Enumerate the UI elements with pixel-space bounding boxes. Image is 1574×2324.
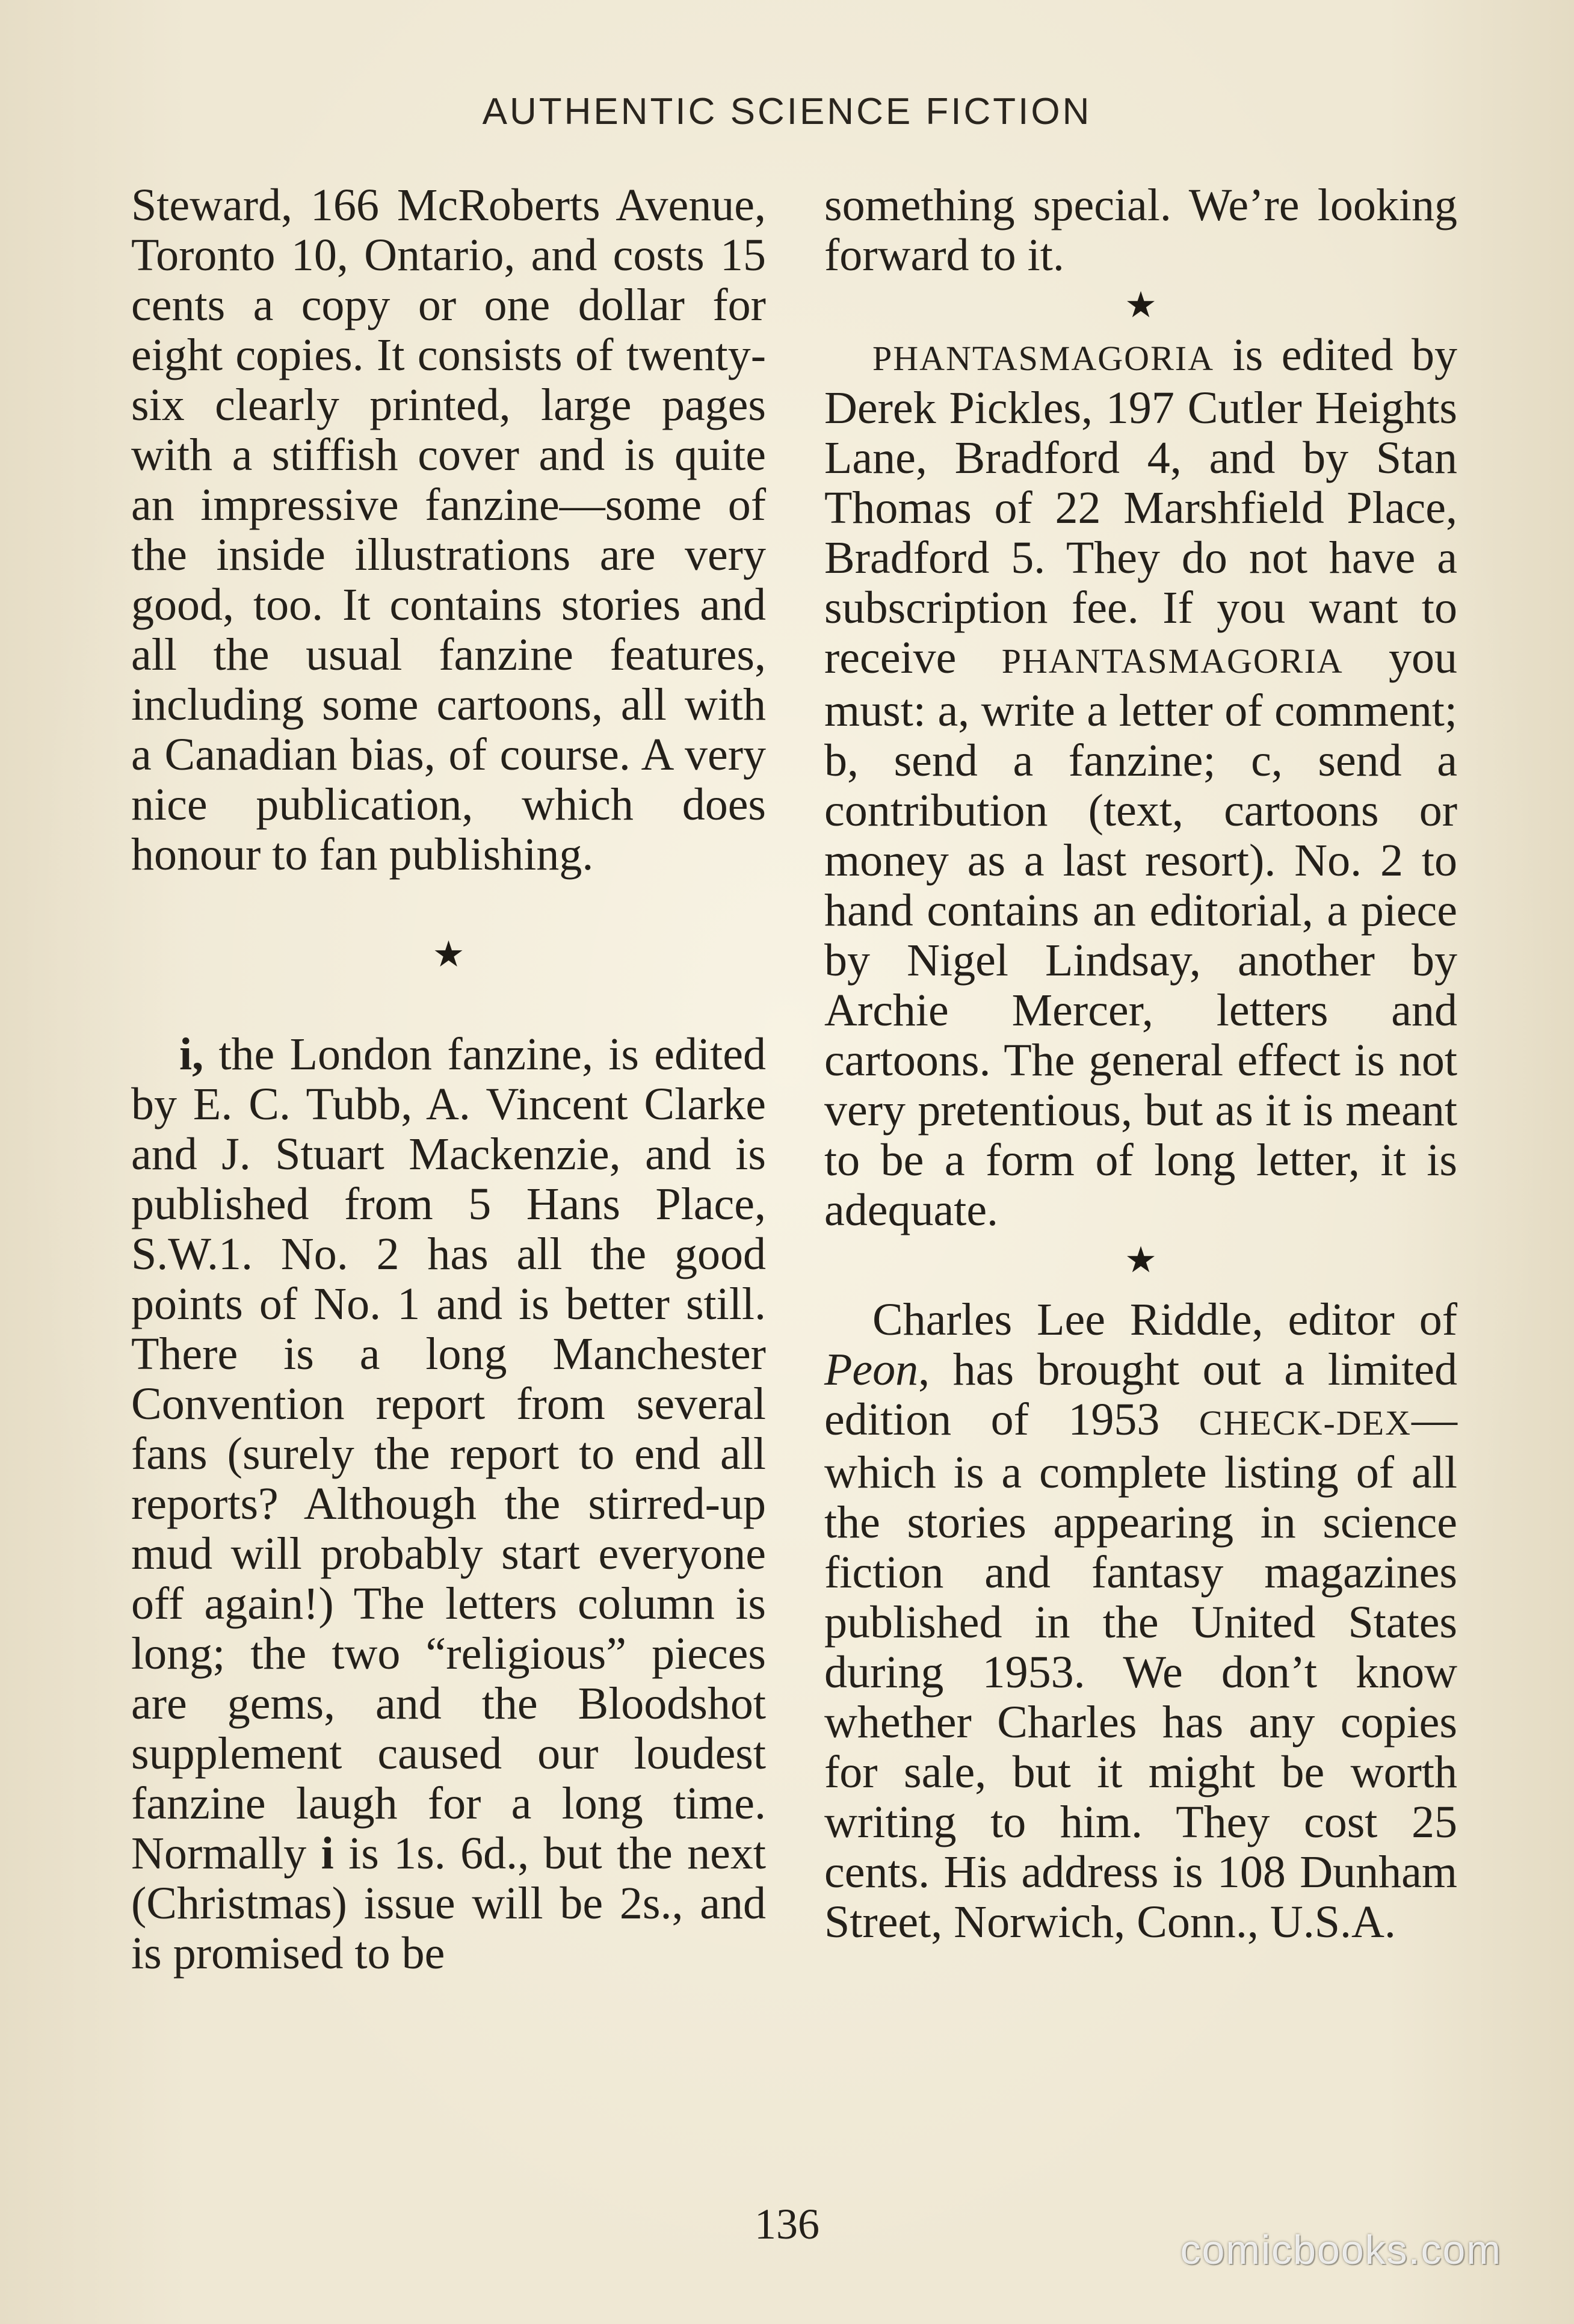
fanzine-title-i: i, — [179, 1029, 204, 1080]
paragraph-text: is edited by Derek Pickles, 197 Cutler Heights Lane, Bradford 4, and by Stan Thomas of 22 Marshfield Place, Bradford 5. They do not have a subscription fee. If you want to receive — [824, 330, 1457, 683]
right-column — [824, 181, 1457, 1947]
running-head: AUTHENTIC SCIENCE FICTION — [482, 91, 1092, 132]
paragraph-phantasmagoria — [824, 330, 1457, 1235]
paragraph-canadian-fanzine: Steward, 166 McRoberts Avenue, Toronto 10, Ontario, and costs 15 cents a copy or one dollar for eight copies. It consists of twenty-six clearly printed, large pages with a stiffish cover and is quite an impressive fanzine—some of the inside illustrations are very good, too. It contains stories and all the usual fanzine features, including some cartoons, all with a Canadian bias, of course. A very nice publication, which does honour to fan publishing. — [131, 180, 766, 880]
star-separator: ★ — [432, 933, 465, 975]
paragraph-check-dex — [824, 1295, 1457, 1947]
star-separator: ★ — [1125, 284, 1157, 326]
fanzine-title-phantasmagoria: PHANTASMAGORIA — [1001, 641, 1344, 681]
paragraph-text: —which is a complete listing of all the stories appearing in science fiction and fantasy magazines published in the United States during 1953. We don’t know whether Charles has any copies for sale, but it might be worth writing to him. They cost 25 cents. His address is 108 Dunham Street, Norwich, Conn., U.S.A. — [824, 1394, 1457, 1947]
fanzine-title-check-dex: CHECK-DEX — [1199, 1403, 1412, 1442]
paragraph-continuation: something special. We’re looking forward to it. — [824, 180, 1457, 280]
star-separator: ★ — [1125, 1239, 1157, 1281]
paragraph-text: the London fanzine, is edited by E. C. Tubb, A. Vincent Clarke and J. Stuart Mackenzie, and is published from 5 Hans Place, S.W.1. No. 2 has all the good points of No. 1 and is better still. There is a long Manchester Convention report from several fans (surely the report to end all reports? Although the stirred-up mud will probably start everyone off again!) The letters column is long; the two “religious” pieces are gems, and the Bloodshot supplement caused our loudest fanzine laugh for a long time. Normally — [131, 1029, 766, 1879]
fanzine-title-phantasmagoria: PHANTASMAGORIA — [872, 339, 1214, 378]
paragraph-text: , has brought out a limited edition of 1953 — [824, 1344, 1457, 1445]
paragraph-text: you must: a, write a letter of comment; b, send a fanzine; c, send a contribution (text, cartoons or money as a last resort). No. 2 to hand contains an editorial, a piece by Nigel Lindsay, another by Archie Mercer, letters and cartoons. The general effect is not very pretentious, but as it is meant to be a form of long letter, it is adequate. — [824, 632, 1458, 1235]
left-column — [131, 181, 766, 1979]
fanzine-title-i: i — [321, 1828, 334, 1879]
fanzine-title-peon: Peon — [824, 1344, 919, 1395]
watermark: comicbooks.com — [1180, 2227, 1502, 2273]
paragraph-text: Charles Lee Riddle, editor of — [872, 1294, 1457, 1345]
paragraph-i-fanzine — [131, 1030, 766, 1979]
page-number: 136 — [755, 2200, 819, 2248]
paragraph-text: is 1s. 6d., but the next (Christmas) issue will be 2s., and is promised to be — [131, 1828, 766, 1979]
